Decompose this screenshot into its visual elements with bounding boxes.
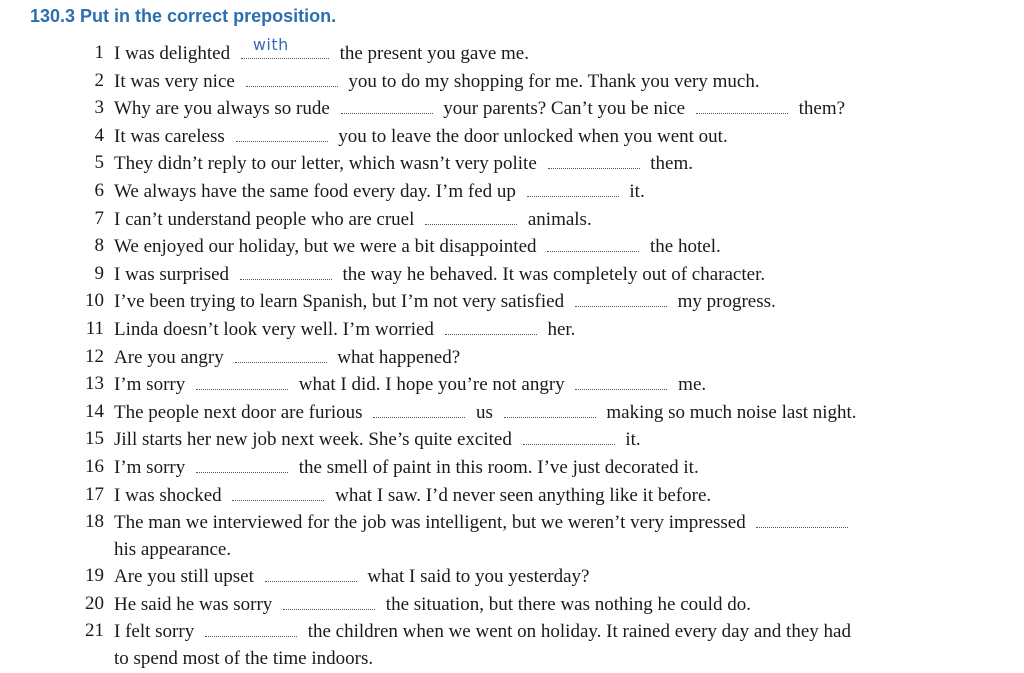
item-text: Why are you always so rude bbox=[114, 98, 330, 120]
item-number: 12 bbox=[85, 345, 104, 367]
item-number: 11 bbox=[85, 317, 104, 339]
exercise-item-12 bbox=[74, 344, 974, 372]
item-text: the children when we went on holiday. It rained every day and they had bbox=[307, 621, 851, 643]
item-text: They didn’t reply to our letter, which wasn’t very polite bbox=[114, 153, 537, 175]
item-text: the present you gave me. bbox=[339, 43, 529, 64]
item-text: The people next door are furious bbox=[114, 401, 363, 423]
item-number: 17 bbox=[85, 483, 104, 505]
item-text: the way he behaved. It was completely out of character. bbox=[342, 263, 766, 285]
item-text: We always have the same food every day. I’m fed up bbox=[114, 180, 516, 202]
item-text: I was surprised bbox=[114, 263, 230, 285]
exercise-heading: 130.3 Put in the correct preposition. bbox=[30, 6, 337, 26]
item-text: animals. bbox=[527, 208, 592, 230]
item-continuation: to spend most of the time indoors. bbox=[114, 648, 374, 670]
answer-blank[interactable] bbox=[246, 68, 338, 87]
item-text: I can’t understand people who are cruel bbox=[114, 208, 415, 230]
item-text: I was delighted bbox=[114, 43, 231, 64]
answer-blank[interactable] bbox=[232, 482, 324, 501]
item-text: I felt sorry bbox=[114, 621, 195, 643]
exercise-item-4 bbox=[74, 123, 974, 151]
item-number: 16 bbox=[85, 455, 104, 477]
answer-blank[interactable] bbox=[283, 591, 375, 610]
item-number: 15 bbox=[85, 428, 104, 450]
item-text: it. bbox=[625, 429, 641, 451]
item-number: 14 bbox=[85, 400, 104, 422]
answer-blank[interactable] bbox=[425, 206, 517, 225]
item-text: them. bbox=[650, 153, 694, 175]
item-text: making so much noise last night. bbox=[606, 401, 857, 423]
item-number: 8 bbox=[94, 235, 104, 257]
item-number: 5 bbox=[94, 152, 104, 174]
item-text: what I saw. I’d never seen anything like it before. bbox=[335, 484, 712, 506]
item-text: The man we interviewed for the job was intelligent, but we weren’t very impressed bbox=[114, 512, 746, 534]
item-text: my progress. bbox=[677, 291, 776, 313]
answer-blank[interactable] bbox=[241, 35, 329, 59]
item-text: I was shocked bbox=[114, 484, 222, 506]
exercise-item-18 bbox=[74, 509, 974, 563]
exercise-item-9 bbox=[74, 261, 974, 289]
item-number: 7 bbox=[94, 207, 104, 229]
answer-blank[interactable] bbox=[527, 178, 619, 197]
answer-blank[interactable] bbox=[341, 95, 433, 114]
item-number: 19 bbox=[85, 565, 104, 587]
item-number: 3 bbox=[94, 97, 104, 119]
item-number: 6 bbox=[94, 179, 104, 201]
exercise-item-10 bbox=[74, 288, 974, 316]
answer-blank[interactable] bbox=[575, 371, 667, 390]
item-text: the hotel. bbox=[650, 236, 721, 258]
item-text: Linda doesn’t look very well. I’m worried bbox=[114, 318, 434, 340]
answer-blank[interactable] bbox=[504, 399, 596, 418]
item-text: He said he was sorry bbox=[114, 593, 273, 615]
item-text: Are you angry bbox=[114, 346, 224, 368]
item-number: 9 bbox=[94, 262, 104, 284]
item-text: what happened? bbox=[337, 346, 461, 368]
item-text: I’m sorry bbox=[114, 374, 186, 396]
exercise-item-19 bbox=[74, 563, 974, 591]
item-number: 1 bbox=[94, 42, 104, 63]
answer-blank[interactable] bbox=[373, 399, 465, 418]
item-text: Jill starts her new job next week. She’s quite excited bbox=[114, 429, 512, 451]
item-number: 2 bbox=[94, 69, 104, 91]
item-number: 21 bbox=[85, 620, 104, 642]
item-text: her. bbox=[547, 318, 576, 340]
answer-blank[interactable] bbox=[696, 95, 788, 114]
exercise-item-20 bbox=[74, 591, 974, 619]
item-text: the situation, but there was nothing he could do. bbox=[385, 593, 751, 615]
item-text: you to do my shopping for me. Thank you very much. bbox=[348, 70, 760, 92]
item-text: you to leave the door unlocked when you went out. bbox=[338, 125, 728, 147]
exercise-item-16 bbox=[74, 454, 974, 482]
answer-blank[interactable] bbox=[548, 150, 640, 169]
answer-blank[interactable] bbox=[445, 316, 537, 335]
item-number: 4 bbox=[94, 124, 104, 146]
answer-blank[interactable] bbox=[575, 288, 667, 307]
item-text: them? bbox=[798, 98, 846, 120]
item-text: us bbox=[476, 401, 493, 423]
item-number: 18 bbox=[85, 511, 104, 533]
item-number: 20 bbox=[85, 592, 104, 614]
item-text: me. bbox=[678, 374, 707, 396]
item-text: I’m sorry bbox=[114, 456, 186, 478]
exercise-item-6 bbox=[74, 178, 974, 206]
answer-blank[interactable] bbox=[547, 233, 639, 252]
item-text: what I did. I hope you’re not angry bbox=[298, 374, 565, 396]
item-number: 10 bbox=[85, 290, 104, 312]
item-text: It was very nice bbox=[114, 70, 235, 92]
item-text: It was careless bbox=[114, 125, 225, 147]
exercise-item-13 bbox=[74, 371, 974, 399]
exercise-item-7 bbox=[74, 206, 974, 234]
exercise-list bbox=[74, 35, 974, 673]
answer-blank[interactable] bbox=[196, 371, 288, 390]
answer-blank[interactable] bbox=[196, 454, 288, 473]
answer-blank[interactable] bbox=[205, 618, 297, 637]
exercise-item-17 bbox=[74, 482, 974, 510]
exercise-item-8 bbox=[74, 233, 974, 261]
answer-blank[interactable] bbox=[235, 344, 327, 363]
answer-blank[interactable] bbox=[240, 261, 332, 280]
answer-blank[interactable] bbox=[236, 123, 328, 142]
item-text: the smell of paint in this room. I’ve just decorated it. bbox=[298, 456, 699, 478]
item-text: Are you still upset bbox=[114, 566, 254, 588]
answer-blank[interactable] bbox=[523, 426, 615, 445]
exercise-item-5 bbox=[74, 150, 974, 178]
exercise-item-11 bbox=[74, 316, 974, 344]
item-text: what I said to you yesterday? bbox=[367, 566, 590, 588]
answer-blank[interactable] bbox=[265, 563, 357, 582]
item-text: We enjoyed our holiday, but we were a bit disappointed bbox=[114, 236, 537, 258]
exercise-item-21 bbox=[74, 618, 974, 672]
exercise-item-15 bbox=[74, 426, 974, 454]
exercise-item-1 bbox=[74, 35, 974, 68]
answer-blank[interactable] bbox=[756, 509, 848, 528]
item-number: 13 bbox=[85, 373, 104, 395]
exercise-item-14 bbox=[74, 399, 974, 427]
exercise-item-3 bbox=[74, 95, 974, 123]
item-text: your parents? Can’t you be nice bbox=[443, 98, 686, 120]
item-text: it. bbox=[629, 180, 645, 202]
handwritten-answer: with bbox=[252, 35, 289, 55]
exercise-item-2 bbox=[74, 68, 974, 96]
item-text: I’ve been trying to learn Spanish, but I’m not very satisfied bbox=[114, 291, 565, 313]
item-continuation: his appearance. bbox=[114, 538, 232, 560]
